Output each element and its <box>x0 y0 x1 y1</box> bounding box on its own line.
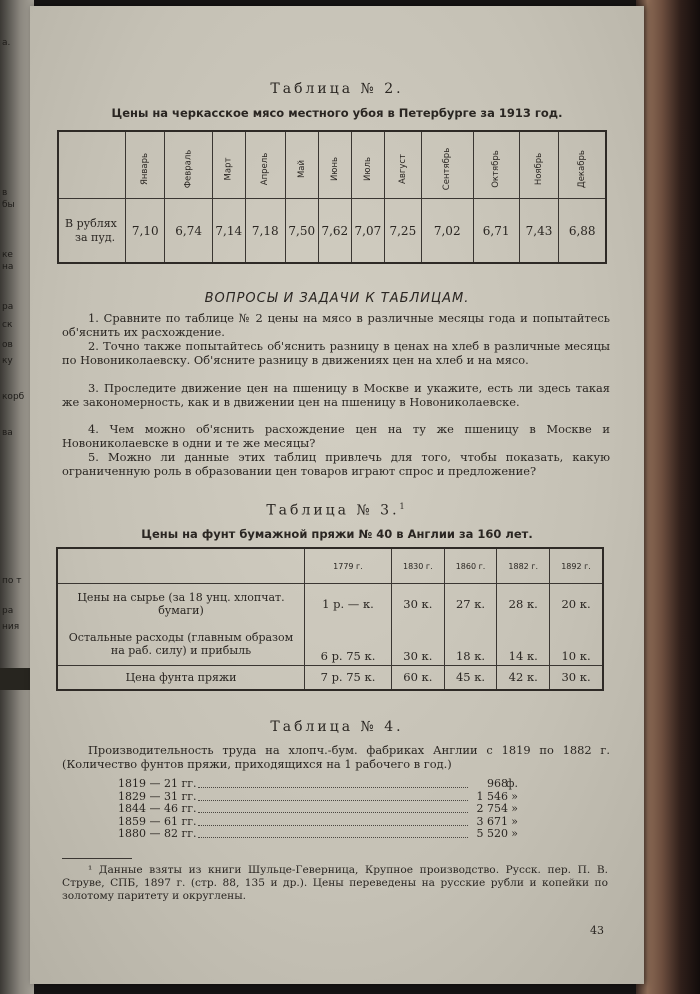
left-fragment: ов <box>2 340 13 350</box>
value-cell: 30 к. <box>391 584 444 624</box>
left-fragment: на <box>2 262 14 272</box>
footnote: ¹ Данные взяты из книги Шульце-Геверница, Крупное производство. Русск. пер. П. В. Струве, СПБ, 1897 г. (стр. 88, 135 и др.). Цены переведены на русские рубли и копейки по золотому паритету и округлены. <box>62 864 608 902</box>
year-header: 1830 г. <box>391 548 444 584</box>
questions-heading: ВОПРОСЫ И ЗАДАЧИ К ТАБЛИЦАМ. <box>204 291 470 306</box>
price-cell: 7,43 <box>519 199 559 264</box>
month-header: Март <box>212 131 245 199</box>
year-header: 1882 г. <box>497 548 550 584</box>
table2-row-label: В рублях за пуд. <box>58 199 126 264</box>
price-cell: 7,10 <box>126 199 165 264</box>
price-cell: 7,07 <box>351 199 384 264</box>
left-fragment: в <box>2 188 8 198</box>
value-cell: 30 к. <box>391 624 444 666</box>
month-header: Май <box>285 131 318 199</box>
left-fragment: по т <box>2 576 22 586</box>
table4-row: 1880 — 82 гг. 5 520 » <box>118 827 518 840</box>
month-header: Январь <box>126 131 165 199</box>
month-header: Июнь <box>318 131 351 199</box>
left-fragment: ск <box>2 320 13 330</box>
book-page <box>30 6 644 984</box>
price-cell: 7,62 <box>318 199 351 264</box>
value-cell: 27 к. <box>444 584 497 624</box>
value-cell: 7 р. 75 к. <box>305 666 392 690</box>
value-cell: 20 к. <box>550 584 603 624</box>
book-cover-edge <box>636 0 700 994</box>
month-header: Октябрь <box>473 131 519 199</box>
value-cell: 1 р. — к. <box>305 584 392 624</box>
table4-row: 1829 — 31 гг. 1 546 » <box>118 789 518 803</box>
table3-caption: Цены на фунт бумажной пряжи № 40 в Англии за 160 лет. <box>141 527 533 541</box>
question-item: 4. Чем можно об'яснить расхождение цен на ту же пшеницу в Москве и Новониколаевске в одни и те же месяцы? <box>62 422 610 450</box>
month-header: Сентябрь <box>421 131 473 199</box>
question-item: 1. Сравните по таблице № 2 цены на мясо в различные месяцы года и попытайтесь об'яснить их расхождение. <box>62 311 610 339</box>
year-header: 1892 г. <box>550 548 603 584</box>
value-cell: 28 к. <box>497 584 550 624</box>
year-header: 1860 г. <box>444 548 497 584</box>
left-fragment: а. <box>2 38 11 48</box>
value-cell: 18 к. <box>444 624 497 666</box>
price-cell: 7,02 <box>421 199 473 264</box>
price-cell: 7,18 <box>245 199 285 264</box>
price-cell: 6,74 <box>165 199 212 264</box>
month-header: Август <box>384 131 421 199</box>
table4 <box>118 778 518 841</box>
month-header: Декабрь <box>559 131 606 199</box>
table3-title: Таблица № 3.$^1$ <box>266 502 408 519</box>
month-header: Июль <box>351 131 384 199</box>
table3 <box>56 547 604 691</box>
question-item: 5. Можно ли данные этих таблиц привлечь для того, чтобы показать, какую ограниченную роль в образовании цен товаров играют спрос и предложение? <box>62 450 610 478</box>
table3-corner <box>57 548 305 584</box>
value-cell: 60 к. <box>391 666 444 690</box>
left-fragment: ра <box>2 302 14 312</box>
table4-row: 1844 — 46 гг. 2 754 » <box>118 802 518 815</box>
year-header: 1779 г. <box>305 548 392 584</box>
question-item: 2. Точно также попытайтесь об'яснить разницу в ценах на хлеб в различные месяцы по Новониколаевску. Об'ясните разницу в движениях цен на хлеб и на мясо. <box>62 339 610 367</box>
price-cell: 6,88 <box>559 199 606 264</box>
footnote-rule <box>62 858 132 859</box>
page-number: 43 <box>590 924 604 937</box>
left-fragment: ку <box>2 356 13 366</box>
row-label-other: Остальные расходы (главным образом на раб. силу) и прибыль <box>68 631 294 658</box>
month-header: Ноябрь <box>519 131 559 199</box>
left-fragment: ра <box>2 606 14 616</box>
adjacent-page-edge <box>0 0 34 994</box>
value-cell: 14 к. <box>497 624 550 666</box>
left-fragment: бы <box>2 200 15 210</box>
month-header: Апрель <box>245 131 285 199</box>
price-cell: 7,14 <box>212 199 245 264</box>
table4-row: 1859 — 61 гг. 3 671 » <box>118 814 518 828</box>
price-cell: 7,50 <box>285 199 318 264</box>
row-label-raw: Цены на сырье (за 18 унц. хлопчат. бумаги) <box>77 590 285 617</box>
row-label-total: Цена фунта пряжи <box>57 666 305 690</box>
table4-description: Производительность труда на хлопч.-бум. фабриках Англии с 1819 по 1882 г. (Количество фунтов пряжи, приходящихся на 1 рабочего в год.) <box>62 743 610 771</box>
value-cell: 6 р. 75 к. <box>305 624 392 666</box>
left-fragment: корб <box>2 392 25 402</box>
left-fragment: ния <box>2 622 20 632</box>
left-fragment: ке <box>2 250 13 260</box>
value-cell: 45 к. <box>444 666 497 690</box>
month-header: Февраль <box>165 131 212 199</box>
value-cell: 42 к. <box>497 666 550 690</box>
table2-caption: Цены на черкасское мясо местного убоя в Петербурге за 1913 год. <box>111 106 563 120</box>
table2 <box>57 130 607 264</box>
left-fragment: ва <box>2 428 13 438</box>
value-cell: 30 к. <box>550 666 603 690</box>
value-cell: 10 к. <box>550 624 603 666</box>
left-page-dark-band <box>0 668 34 690</box>
table2-corner <box>58 131 126 199</box>
price-cell: 6,71 <box>473 199 519 264</box>
price-cell: 7,25 <box>384 199 421 264</box>
table4-row: 1819 — 21 гг. 968 ф. <box>118 777 518 790</box>
table2-title: Таблица № 2. <box>270 81 404 97</box>
question-item: 3. Проследите движение цен на пшеницу в Москве и укажите, есть ли здесь такая же закономерность, как и в движении цен на пшеницу в Новониколаевске. <box>62 381 610 409</box>
table4-title: Таблица № 4. <box>270 719 404 735</box>
